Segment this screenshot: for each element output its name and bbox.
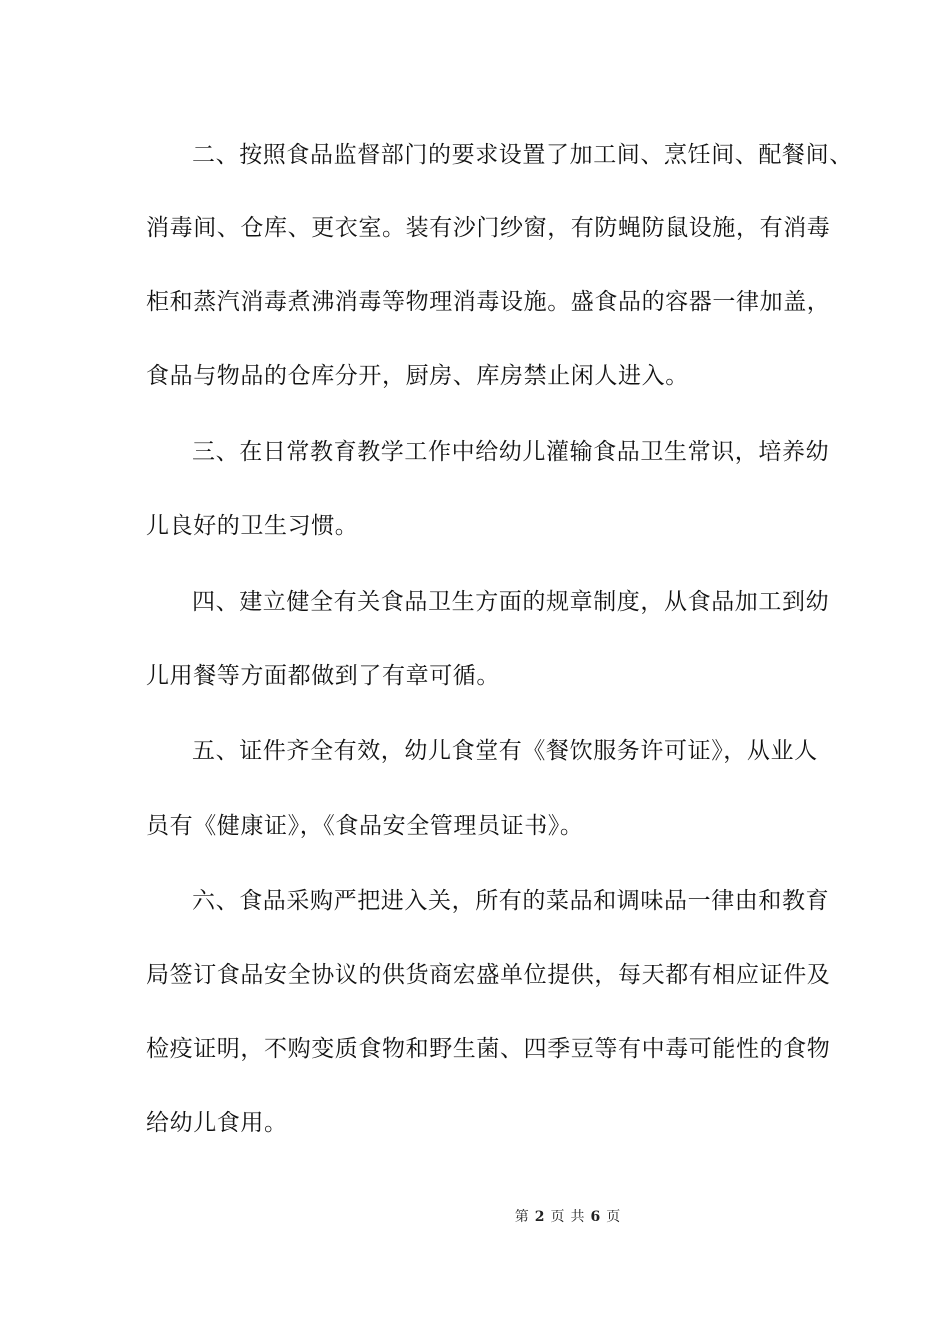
paragraph-6-line-1: 六、食品采购严把进入关，所有的菜品和调味品一律由和教育 bbox=[192, 888, 830, 914]
paragraph-3-line-2: 儿良好的卫生习惯。 bbox=[146, 513, 359, 539]
paragraph-2-line-1: 二、按照食品监督部门的要求设置了加工间、烹饪间、配餐间、 bbox=[192, 142, 853, 168]
footer-prefix: 第 bbox=[514, 1209, 529, 1225]
paragraph-5-line-2: 员有《健康证》，《食品安全管理员证书》。 bbox=[146, 813, 584, 839]
paragraph-2-line-4: 食品与物品的仓库分开，厨房、库房禁止闲人进入。 bbox=[146, 363, 689, 389]
footer-page-word: 页 bbox=[550, 1209, 565, 1225]
paragraph-6-line-3: 检疫证明，不购变质食物和野生菌、四季豆等有中毒可能性的食物 bbox=[146, 1036, 831, 1062]
total-page-number: 6 bbox=[590, 1209, 601, 1225]
paragraph-4-line-1: 四、建立健全有关食品卫生方面的规章制度，从食品加工到幼 bbox=[192, 589, 830, 615]
current-page-number: 2 bbox=[534, 1209, 545, 1225]
paragraph-5-line-1: 五、证件齐全有效，幼儿食堂有《餐饮服务许可证》，从业人 bbox=[192, 738, 818, 764]
footer-total-word: 共 bbox=[570, 1209, 585, 1225]
paragraph-2-line-3: 柜和蒸汽消毒煮沸消毒等物理消毒设施。盛食品的容器一律加盖， bbox=[146, 289, 831, 315]
paragraph-3-line-1: 三、在日常教育教学工作中给幼儿灌输食品卫生常识，培养幼 bbox=[192, 439, 830, 465]
paragraph-6-line-2: 局签订食品安全协议的供货商宏盛单位提供，每天都有相应证件及 bbox=[146, 962, 831, 988]
page-footer bbox=[0, 1208, 950, 1226]
paragraph-6-line-4: 给幼儿食用。 bbox=[146, 1110, 288, 1136]
paragraph-4-line-2: 儿用餐等方面都做到了有章可循。 bbox=[146, 663, 500, 689]
footer-suffix: 页 bbox=[606, 1209, 621, 1225]
paragraph-2-line-2: 消毒间、仓库、更衣室。装有沙门纱窗，有防蝇防鼠设施，有消毒 bbox=[146, 215, 831, 241]
